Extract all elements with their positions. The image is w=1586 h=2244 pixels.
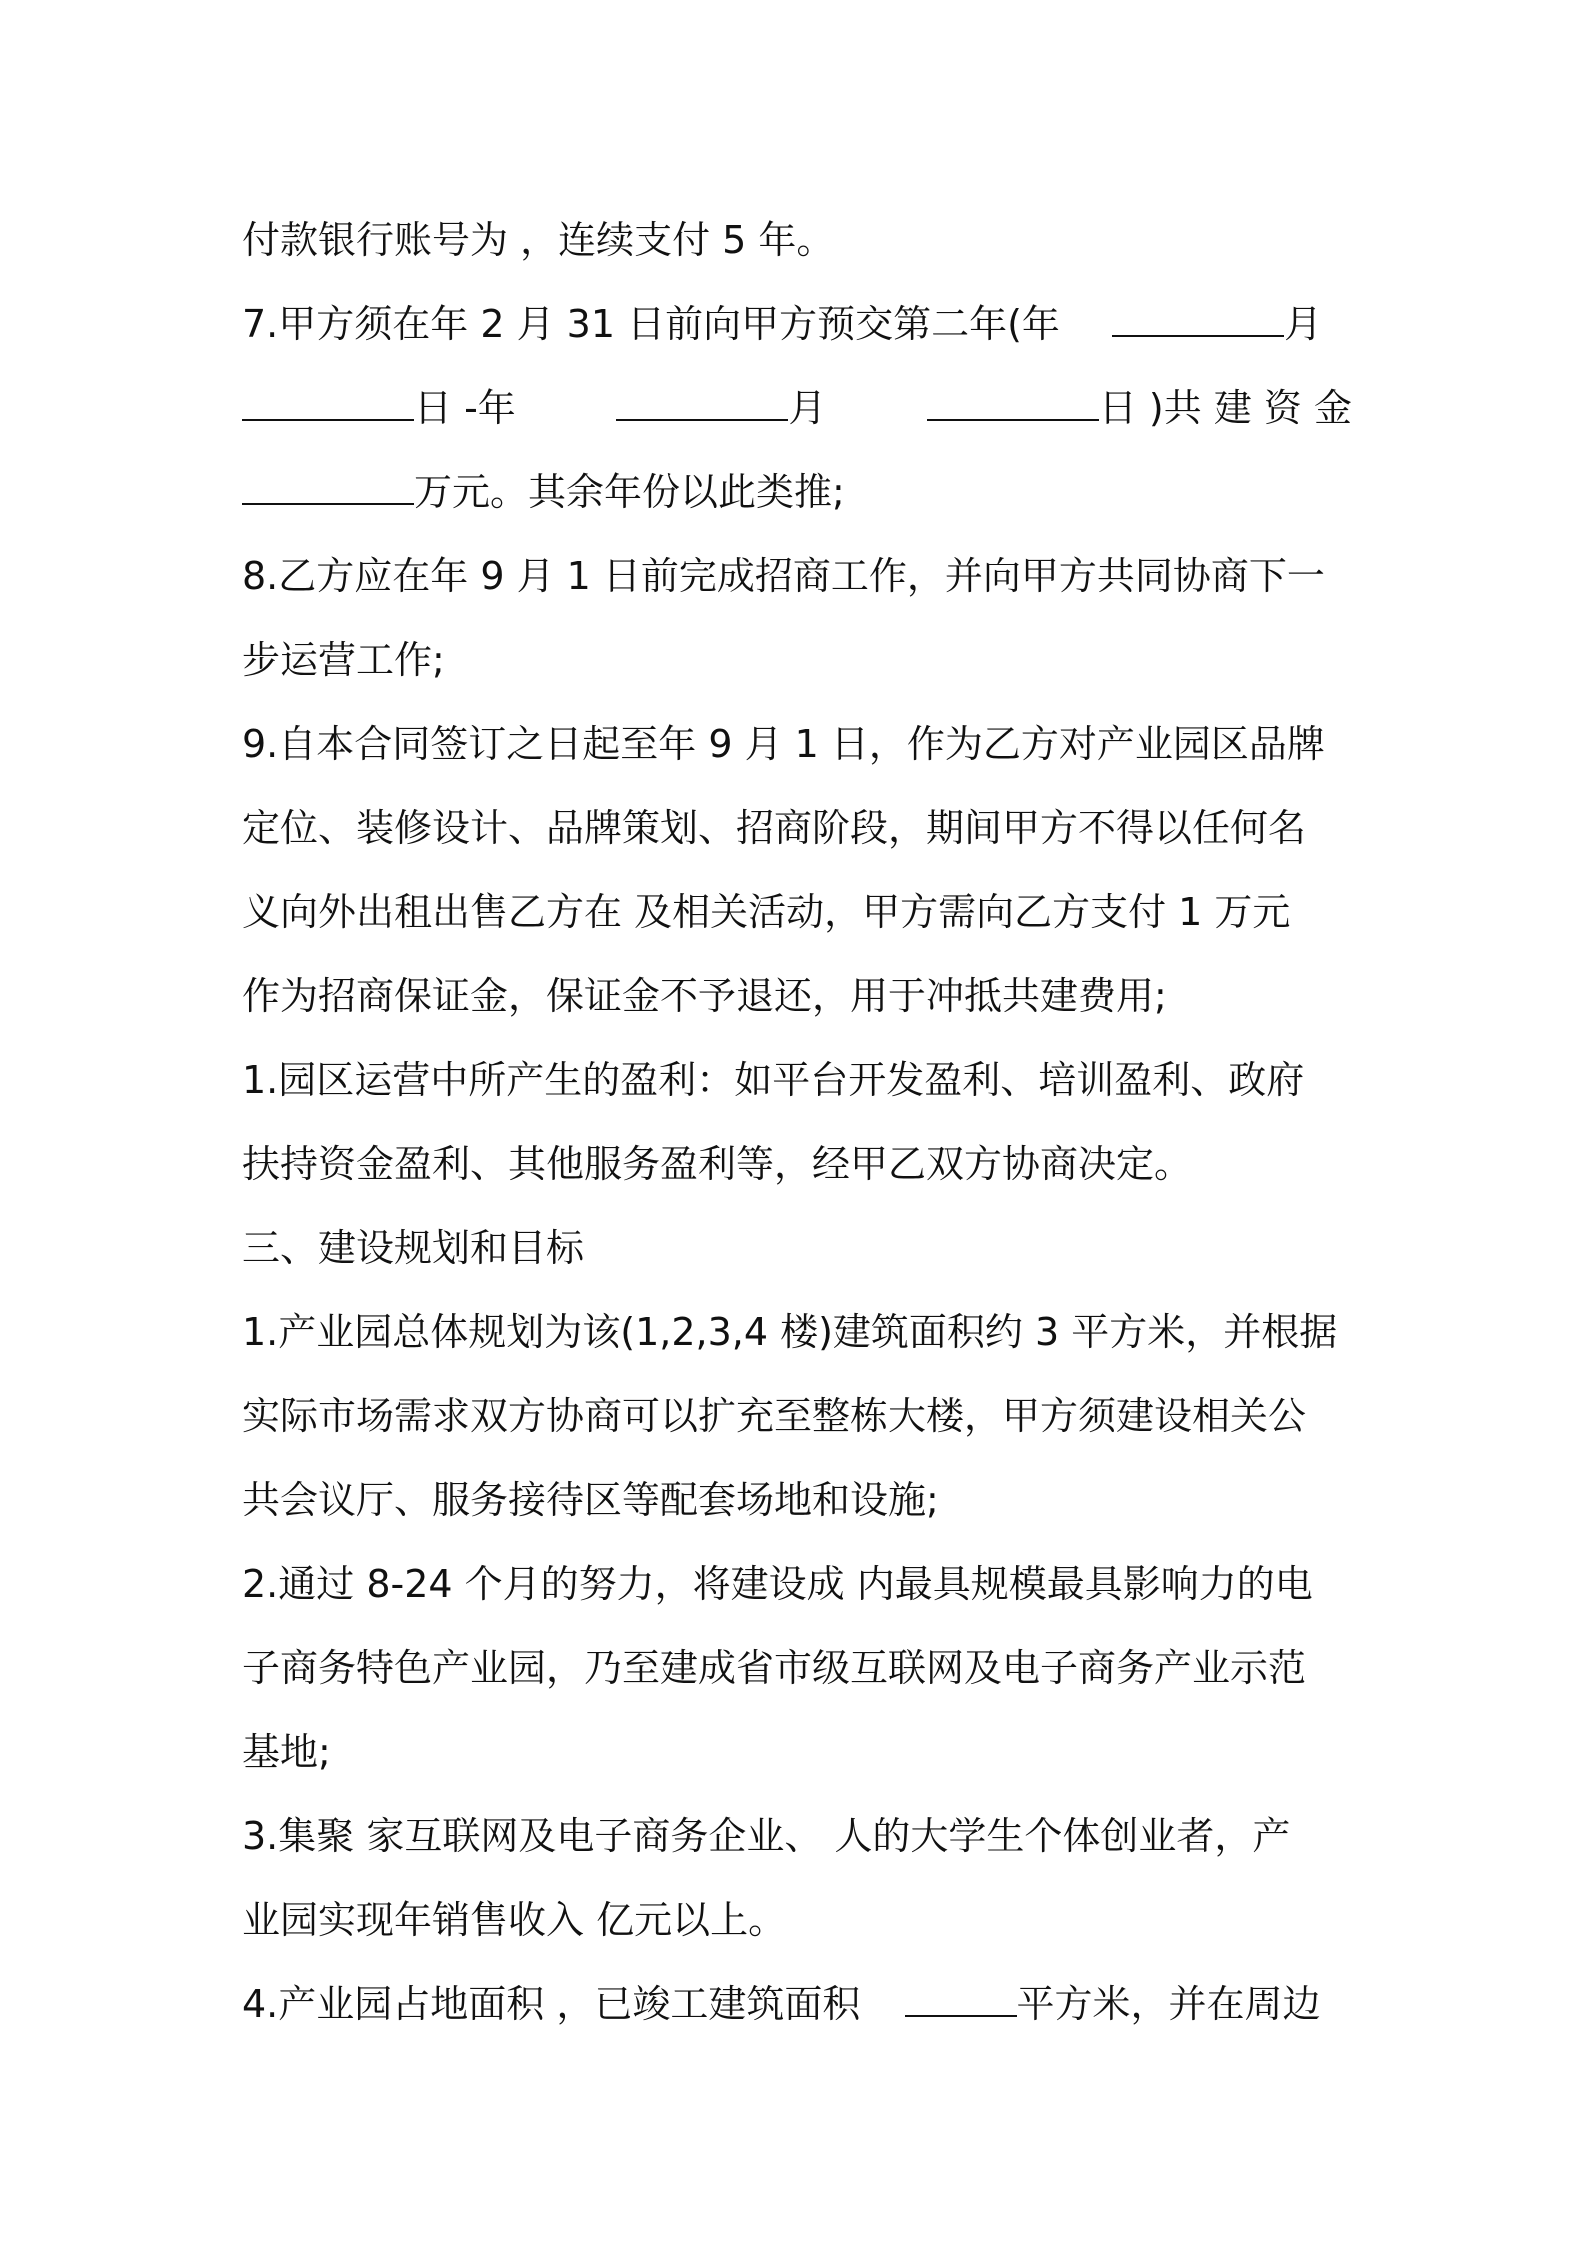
text-line-15-content: 实际市场需求双方协商可以扩充至整栋大楼，甲方须建设相关公 — [242, 1394, 1307, 1438]
section-heading-text: 三、建设规划和目标 — [242, 1226, 585, 1270]
text-line-3 — [242, 366, 1352, 450]
text-line-1 — [242, 198, 1352, 282]
text-line-5-content: 8.乙方应在年 9 月 1 日前完成招商工作，并向甲方共同协商下一 — [242, 554, 1325, 598]
text-line-6 — [242, 618, 1352, 702]
text-line-4 — [242, 450, 1352, 534]
text-line-20 — [242, 1794, 1352, 1878]
text-line-11 — [242, 1038, 1352, 1122]
text-line-12 — [242, 1122, 1352, 1206]
text-line-9-content: 义向外出租出售乙方在 及相关活动，甲方需向乙方支付 1 万元 — [242, 890, 1291, 934]
section-heading — [242, 1206, 1352, 1290]
text-line-15 — [242, 1374, 1352, 1458]
text-line-3-seg-2: 月 — [788, 386, 827, 430]
text-line-22-content: 4.产业园占地面积 ，已竣工建筑面积 — [242, 1982, 861, 2026]
text-line-18-content: 子商务特色产业园，乃至建成省市级互联网及电子商务产业示范 — [242, 1646, 1307, 1690]
text-line-8-content: 定位、装修设计、品牌策划、招商阶段，期间甲方不得以任何名 — [242, 806, 1307, 850]
fill-blank-5 — [242, 453, 414, 505]
text-line-9 — [242, 870, 1352, 954]
fill-blank-4 — [927, 369, 1099, 421]
text-line-3-seg-3: 日 )共 建 资 金 — [1098, 386, 1352, 430]
text-line-17-content: 2.通过 8-24 个月的努力，将建设成 内最具规模最具影响力的电 — [242, 1562, 1313, 1606]
text-line-16 — [242, 1458, 1352, 1542]
text-line-17 — [242, 1542, 1352, 1626]
text-line-4-content: 万元。其余年份以此类推; — [414, 470, 845, 514]
text-line-1-content: 付款银行账号为 ，连续支付 5 年。 — [242, 218, 835, 262]
fill-blank-2 — [242, 369, 414, 421]
text-line-16-content: 共会议厅、服务接待区等配套场地和设施; — [242, 1478, 939, 1522]
text-line-14 — [242, 1290, 1352, 1374]
text-line-7 — [242, 702, 1352, 786]
text-line-21-content: 业园实现年销售收入 亿元以上。 — [242, 1898, 787, 1942]
text-line-11-content: 1.园区运营中所产生的盈利：如平台开发盈利、培训盈利、政府 — [242, 1058, 1305, 1102]
text-line-10-content: 作为招商保证金，保证金不予退还，用于冲抵共建费用; — [242, 974, 1167, 1018]
text-line-14-content: 1.产业园总体规划为该(1,2,3,4 楼)建筑面积约 3 平方米，并根据 — [242, 1310, 1338, 1354]
text-line-5 — [242, 534, 1352, 618]
text-line-18 — [242, 1626, 1352, 1710]
text-line-19-content: 基地; — [242, 1730, 331, 1774]
text-line-6-content: 步运营工作; — [242, 638, 445, 682]
text-line-21 — [242, 1878, 1352, 1962]
text-line-10 — [242, 954, 1352, 1038]
text-line-20-content: 3.集聚 家互联网及电子商务企业、 人的大学生个体创业者，产 — [242, 1814, 1291, 1858]
text-line-8 — [242, 786, 1352, 870]
text-line-2-content: 7.甲方须在年 2 月 31 日前向甲方预交第二年(年 — [242, 302, 1060, 346]
text-line-3-seg-1: 日 -年 — [414, 386, 516, 430]
fill-blank-1 — [1112, 285, 1284, 337]
fill-blank-3 — [616, 369, 788, 421]
fill-blank-6 — [905, 1965, 1017, 2017]
text-line-19 — [242, 1710, 1352, 1794]
text-line-7-content: 9.自本合同签订之日起至年 9 月 1 日，作为乙方对产业园区品牌 — [242, 722, 1325, 766]
text-line-22 — [242, 1962, 1352, 2046]
text-line-12-content: 扶持资金盈利、其他服务盈利等，经甲乙双方协商决定。 — [242, 1142, 1193, 1186]
text-line-22-tail: 平方米，并在周边 — [1016, 1982, 1321, 2026]
text-line-2-tail: 月 — [1284, 302, 1323, 346]
text-line-2 — [242, 282, 1352, 366]
document-body — [242, 198, 1352, 2046]
